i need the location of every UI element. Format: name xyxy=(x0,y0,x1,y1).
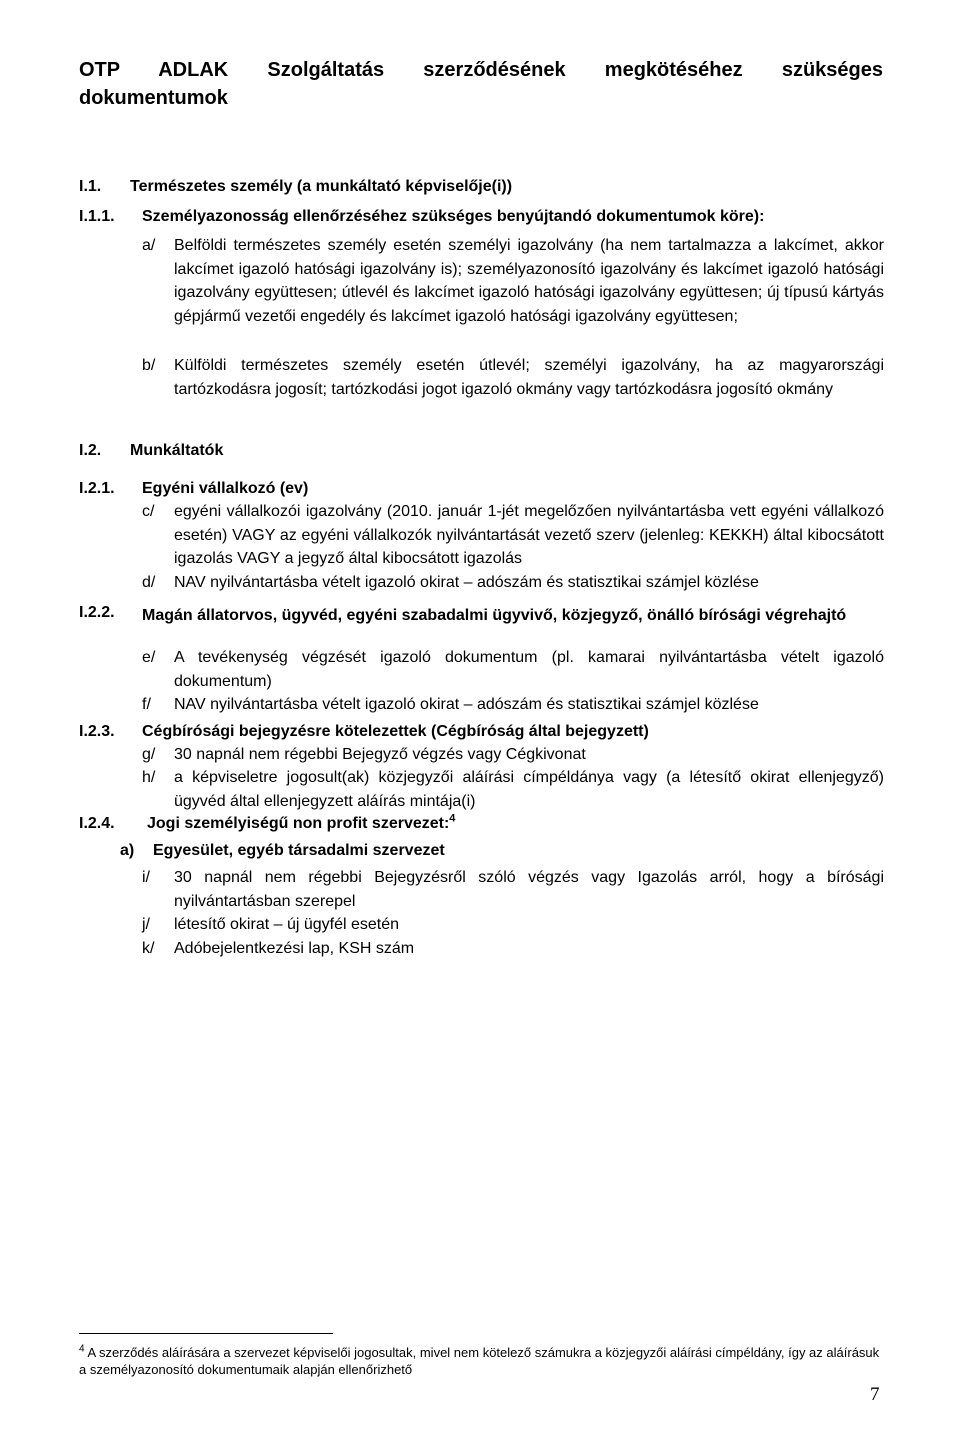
title-line-2: dokumentumok xyxy=(79,87,228,109)
item-text: A tevékenység végzését igazoló dokumentum (pl. kamarai nyilvántartásba vételt igazoló dokumentum) xyxy=(174,649,884,690)
section-heading-i1 xyxy=(79,178,512,196)
title-line-1: OTP ADLAK Szolgáltatás szerződésének megkötéséhez szükséges xyxy=(79,59,883,81)
section-number: I.1. xyxy=(79,178,102,195)
list-item-a xyxy=(142,234,884,328)
list-item-i xyxy=(142,866,884,913)
item-label: j/ xyxy=(142,916,150,933)
subsection-heading: Egyéni vállalkozó (ev) xyxy=(142,480,309,497)
list-item-b xyxy=(142,354,884,401)
subsection-heading: Személyazonosság ellenőrzéséhez szükséges benyújtandó dokumentumok köre): xyxy=(142,208,765,225)
page-number: 7 xyxy=(870,1384,880,1405)
item-label: b/ xyxy=(142,357,156,374)
item-text: NAV nyilvántartásba vételt igazoló okirat – adószám és statisztikai számjel közlése xyxy=(174,574,759,591)
footnote-reference: 4 xyxy=(449,812,456,825)
item-text: NAV nyilvántartásba vételt igazoló okirat – adószám és statisztikai számjel közlése xyxy=(174,696,759,713)
footnote xyxy=(79,1344,884,1378)
subsection-heading xyxy=(147,812,884,833)
subsection-number: I.2.1. xyxy=(79,480,115,497)
item-text: Belföldi természetes személy esetén személyi igazolvány (ha nem tartalmazza a lakcímet, akkor lakcímet igazoló hatósági igazolvány is); személyazonosító igazolvány és lakcímet igazoló hatósági igazolvány együttesen; útlevél és lakcímet igazoló hatósági igazolvány együttesen; új típusú kártyás gépjármű vezetői engedély és lakcímet igazoló hatósági igazolvány együttesen; xyxy=(174,237,884,325)
footnote-separator xyxy=(79,1333,333,1334)
section-label: Munkáltatók xyxy=(130,442,224,459)
section-heading-i2 xyxy=(79,442,223,460)
item-label: k/ xyxy=(142,940,155,957)
subsection-number: I.2.2. xyxy=(79,604,115,621)
item-label: f/ xyxy=(142,696,151,713)
list-item-h xyxy=(142,766,884,813)
list-item-f xyxy=(142,693,884,717)
footnote-text: A szerződés aláírására a szervezet képviselői jogosultak, mivel nem kötelező számukra a közjegyzői aláírási címpéldány, így az aláírásuk a személyazonosító dokumentumaik alapján ellenőrizhető xyxy=(79,1345,880,1377)
item-text: a képviseletre jogosult(ak) közjegyzői aláírási címpéldánya vagy (a létesítő okirat ellenjegyző) ügyvéd által ellenjegyzett aláírás mintája(i) xyxy=(174,769,884,810)
item-text: 30 napnál nem régebbi Bejegyző végzés vagy Cégkivonat xyxy=(174,746,586,763)
footnote-number: 4 xyxy=(79,1343,85,1355)
item-text: Külföldi természetes személy esetén útlevél; személyi igazolvány, ha az magyarországi tartózkodásra jogosít; tartózkodási jogot igazoló okmány vagy tartózkodásra jogosító okmány xyxy=(174,357,884,398)
heading-text: Jogi személyiségű non profit szervezet: xyxy=(147,815,450,832)
item-text: egyéni vállalkozói igazolvány (2010. január 1-jét megelőzően nyilvántartásba vett egyéni vállalkozó esetén) VAGY az egyéni vállalkozók nyilvántartását vezető szerv (jelenleg: KEKKH) által kibocsátott igazolás VAGY a jegyző által kibocsátott igazolás xyxy=(174,503,884,568)
list-item-e xyxy=(142,646,884,693)
item-label: c/ xyxy=(142,503,155,520)
item-text: Adóbejelentkezési lap, KSH szám xyxy=(174,940,415,957)
subsection-number: I.2.4. xyxy=(79,815,115,832)
item-text: 30 napnál nem régebbi Bejegyzésről szóló végzés vagy Igazolás arról, hogy a bírósági nyilvántartásban szerepel xyxy=(174,869,884,910)
subgroup-heading: Egyesület, egyéb társadalmi szervezet xyxy=(153,842,445,859)
list-item-d xyxy=(142,571,884,595)
list-item-c xyxy=(142,500,884,571)
subsection-number: I.2.3. xyxy=(79,723,115,740)
item-label: i/ xyxy=(142,869,150,886)
list-item-j xyxy=(142,913,884,937)
subsection-heading: Cégbírósági bejegyzésre kötelezettek (Cégbíróság által bejegyzett) xyxy=(142,723,649,740)
list-item-k xyxy=(142,937,884,961)
item-label: h/ xyxy=(142,769,156,786)
item-text: létesítő okirat – új ügyfél esetén xyxy=(174,916,400,933)
item-label: d/ xyxy=(142,574,156,591)
item-label: a/ xyxy=(142,237,156,254)
page-title xyxy=(79,56,883,112)
section-number: I.2. xyxy=(79,442,102,459)
item-label: g/ xyxy=(142,746,156,763)
subsection-heading: Magán állatorvos, ügyvéd, egyéni szabadalmi ügyvivő, közjegyző, önálló bírósági végrehajtó xyxy=(142,607,847,624)
item-label: e/ xyxy=(142,649,156,666)
section-label: Természetes személy (a munkáltató képviselője(i)) xyxy=(130,178,513,195)
list-item-g xyxy=(142,743,884,767)
subgroup-label: a) xyxy=(120,842,135,859)
subsection-number: I.1.1. xyxy=(79,208,115,225)
